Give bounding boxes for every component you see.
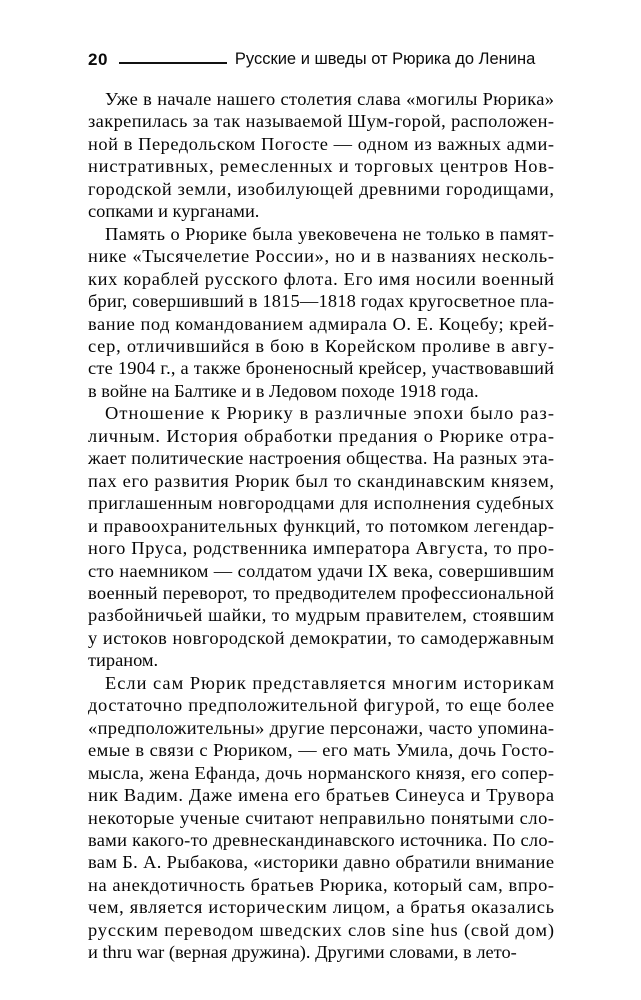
- text-line: сте 1904 г., а также броненосный крейсер, участвовавший: [88, 358, 555, 379]
- text-line: у истоков новгородской демократии, то самодержавным: [88, 627, 555, 648]
- text-line: вам Б. А. Рыбакова, «историки давно обратили внимание: [88, 852, 555, 873]
- text-line: вание под командованием адмирала О. Е. Коцебу; крей-: [88, 313, 555, 334]
- text-line: городской земли, изобилующей древними городищами,: [88, 178, 555, 199]
- text-line: ник Вадим. Даже имена его братьев Синеуса и Трувора: [88, 785, 555, 806]
- text-line: Уже в начале нашего столетия слава «могилы Рюрика»: [105, 89, 555, 109]
- text-line: емые в связи с Рюриком, — его мать Умила, дочь Госто-: [88, 740, 555, 761]
- running-title: Русские и шведы от Рюрика до Ленина: [234, 49, 536, 68]
- text-line: сер, отличившийся в бою в Корейском проливе в авгу-: [88, 335, 555, 356]
- text-line: ной в Передольском Погосте — одном из важных адми-: [88, 133, 555, 154]
- text-line: в войне на Балтике и в Ледовом походе 1918 года.: [88, 380, 479, 401]
- text-line: на анекдотичность братьев Рюрика, который сам, впро-: [88, 874, 555, 895]
- text-line: ких кораблей русского флота. Его имя носили военный: [88, 268, 555, 289]
- text-line: Отношение к Рюрику в различные эпохи было раз-: [105, 403, 556, 424]
- text-line: Память о Рюрике была увековечена не только в памят-: [105, 223, 555, 244]
- text-line: закрепилась за так называемой Шум-горой, расположен-: [88, 111, 555, 132]
- text-line: тираном.: [88, 650, 159, 671]
- text-line: ного Пруса, родственника императора Августа, то про-: [88, 538, 555, 559]
- text-line: вами какого-то древнескандинавского источника. По сло-: [88, 829, 555, 850]
- text-line: военный переворот, то предводителем профессиональной: [88, 582, 555, 603]
- text-line: и правоохранительных функций, то потомком легендар-: [88, 515, 555, 536]
- paragraph-1: [88, 88, 554, 223]
- paragraph-4: [88, 672, 554, 964]
- body-text-block: [88, 88, 554, 964]
- text-line: нике «Тысячелетие России», но и в названиях несколь-: [88, 246, 555, 267]
- paragraph-3: [88, 402, 554, 671]
- text-line: и thru war (верная дружина). Другими словами, в лето-: [88, 942, 517, 963]
- text-line: личным. История обработки предания о Рюрике отра-: [88, 425, 555, 446]
- text-line: нистративных, ремесленных и торговых центров Нов-: [88, 156, 555, 177]
- text-line: русским переводом шведских слов sine hus (свой дом): [88, 919, 555, 940]
- text-line: сопками и курганами.: [88, 201, 260, 222]
- text-line: жает политические настроения общества. На разных эта-: [88, 448, 555, 469]
- text-line: «предположительны» другие персонажи, часто упомина-: [88, 717, 555, 738]
- text-line: чем, является историческим лицом, а братья оказались: [88, 897, 555, 918]
- paragraph-2: [88, 223, 554, 403]
- text-line: достаточно предположительной фигурой, то еще более: [88, 695, 555, 716]
- text-line: мысла, жена Ефанда, дочь норманского князя, его сопер-: [88, 762, 555, 783]
- text-line: разбойничьей шайки, то мудрым правителем, стоявшим: [88, 605, 555, 626]
- page-number: 20: [88, 49, 108, 69]
- text-line: сто наемником — солдатом удачи IX века, совершившим: [88, 560, 555, 581]
- header-rule: [119, 62, 227, 64]
- text-line: бриг, совершивший в 1815—1818 годах кругосветное пла-: [88, 291, 555, 312]
- text-line: Если сам Рюрик представляется многим историкам: [105, 672, 556, 693]
- running-head: [88, 46, 554, 72]
- text-line: пах его развития Рюрик был то скандинавским князем,: [88, 470, 555, 491]
- text-line: некоторые ученые считают неправильно понятыми сло-: [88, 807, 555, 828]
- text-line: приглашенным новгородцами для исполнения судебных: [88, 493, 555, 514]
